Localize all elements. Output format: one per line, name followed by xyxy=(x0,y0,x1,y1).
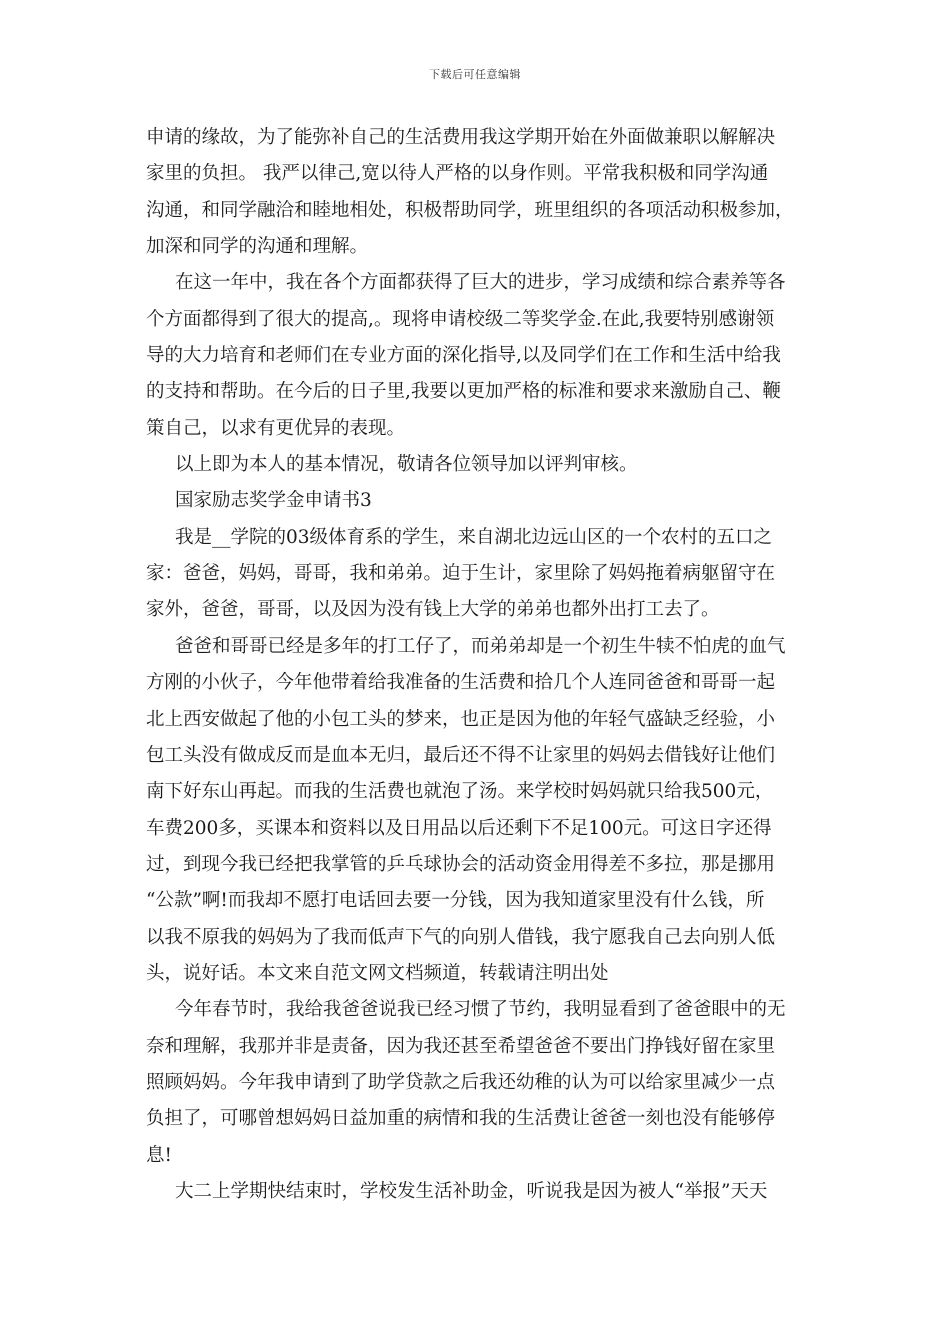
text-line: “公款”啊!而我却不愿打电话回去要一分钱，因为我知道家里没有什么钱，所 xyxy=(146,890,765,912)
text-line: 家外，爸爸，哥哥，以及因为没有钱上大学的弟弟也都外出打工去了。 xyxy=(146,599,720,621)
text-line: 国家励志奖学金申请书3 xyxy=(175,490,372,512)
text-line: 爸爸和哥哥已经是多年的打工仔了，而弟弟却是一个初生牛犊不怕虎的血气 xyxy=(175,635,786,657)
text-line: 照顾妈妈。今年我申请到了助学贷款之后我还幼稚的认为可以给家里减少一点 xyxy=(146,1071,776,1093)
text-line: 的支持和帮助。在今后的日子里,我要以更加严格的标准和要求来激励自己、鞭 xyxy=(146,381,781,403)
text-line: 包工头没有做成反而是血本无归，最后还不得不让家里的妈妈去借钱好让他们 xyxy=(146,744,776,766)
page-header: 下载后可任意编辑 xyxy=(429,68,521,81)
text-line: 大二上学期快结束时，学校发生活补助金，听说我是因为被人“举报”天天 xyxy=(175,1180,768,1202)
text-line: 加深和同学的沟通和理解。 xyxy=(146,236,369,258)
text-line: 策自己，以求有更优异的表现。 xyxy=(146,417,406,439)
text-line: 南下好东山再起。而我的生活费也就泡了汤。来学校时妈妈就只给我500元， xyxy=(146,781,774,803)
text-line: 以我不原我的妈妈为了我而低声下气的向别人借钱，我宁愿我自己去向别人低 xyxy=(146,926,776,948)
text-line: 头，说好话。本文来自范文网文档频道，转载请注明出处 xyxy=(146,962,609,984)
text-line: 息! xyxy=(146,1144,172,1166)
text-line: 导的大力培育和老师们在专业方面的深化指导,以及同学们在工作和生活中给我 xyxy=(146,345,781,367)
text-line: 车费200多，买课本和资料以及日用品以后还剩下不足100元。可这日字还得 xyxy=(146,817,772,839)
text-line: 方刚的小伙子，今年他带着给我准备的生活费和拾几个人连同爸爸和哥哥一起 xyxy=(146,672,776,694)
text-line: 北上西安做起了他的小包工头的梦来，也正是因为他的年轻气盛缺乏经验，小 xyxy=(146,708,776,730)
text-line: 在这一年中，我在各个方面都获得了巨大的进步，学习成绩和综合素养等各 xyxy=(175,272,786,294)
text-line: 奈和理解，我那并非是责备，因为我还甚至希望爸爸不要出门挣钱好留在家里 xyxy=(146,1035,776,1057)
text-line: 我是__学院的03级体育系的学生，来自湖北边远山区的一个农村的五口之 xyxy=(175,526,773,548)
text-line: 家里的负担。 我严以律己,宽以待人严格的以身作则。平常我积极和同学沟通 xyxy=(146,163,769,185)
text-line: 沟通，和同学融洽和睦地相处，积极帮助同学，班里组织的各项活动积极参加， xyxy=(146,199,794,221)
text-line: 家：爸爸，妈妈，哥哥，我和弟弟。迫于生计，家里除了妈妈拖着病躯留守在 xyxy=(146,563,776,585)
document-body xyxy=(146,120,816,1210)
text-line: 申请的缘故，为了能弥补自己的生活费用我这学期开始在外面做兼职以解解决 xyxy=(146,127,776,148)
text-line: 个方面都得到了很大的提高,。现将申请校级二等奖学金.在此,我要特别感谢领 xyxy=(146,308,775,330)
text-line: 负担了，可哪曾想妈妈日益加重的病情和我的生活费让爸爸一刻也没有能够停 xyxy=(146,1108,776,1130)
text-line: 以上即为本人的基本情况，敬请各位领导加以评判审核。 xyxy=(175,454,638,476)
text-line: 过，到现今我已经把我掌管的乒乓球协会的活动资金用得差不多拉，那是挪用 xyxy=(146,853,776,875)
text-line: 今年春节时，我给我爸爸说我已经习惯了节约，我明显看到了爸爸眼中的无 xyxy=(175,999,786,1021)
